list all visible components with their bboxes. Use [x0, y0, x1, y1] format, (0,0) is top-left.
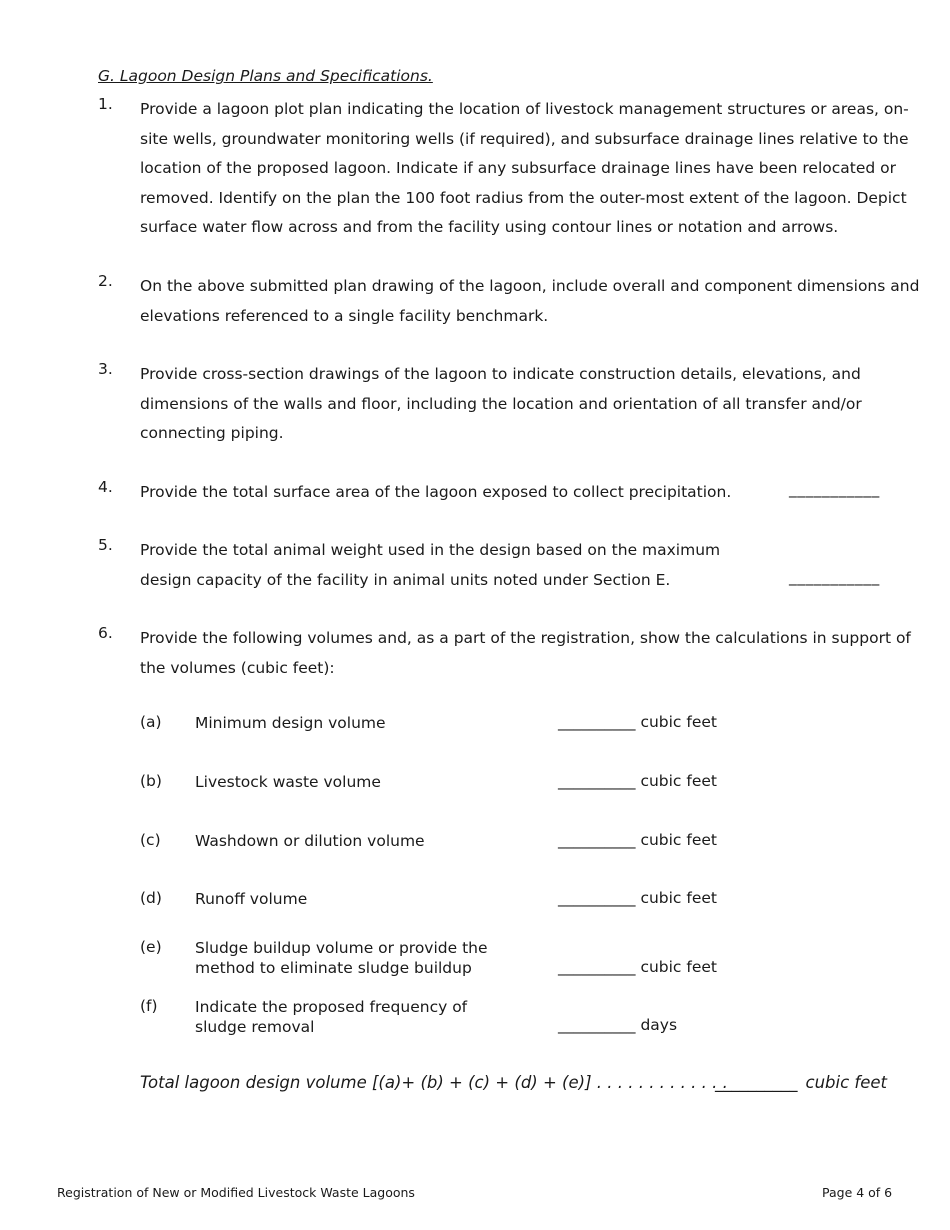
volume-field-row	[558, 772, 717, 790]
text-line: removed. Identify on the plan the 100 foot radius from the outer-most extent of the lagoon. Depict	[140, 188, 907, 207]
text-line: design capacity of the facility in animal units noted under Section E.	[140, 570, 671, 589]
item-number: 3.	[98, 360, 113, 378]
text-line: Indicate the proposed frequency of	[195, 998, 468, 1016]
item-3-text	[140, 360, 900, 449]
runoff-volume-field[interactable]: __________	[558, 889, 636, 907]
sludge-buildup-volume-field[interactable]: __________	[558, 958, 636, 976]
text-line: location of the proposed lagoon. Indicate if any subsurface drainage lines have been relocated or	[140, 159, 897, 177]
volume-letter: (d)	[140, 889, 162, 907]
total-volume-unit: cubic feet	[805, 1073, 887, 1092]
livestock-waste-volume-field[interactable]: __________	[558, 772, 636, 790]
volume-label	[195, 713, 386, 733]
text-line: sludge removal	[195, 1018, 315, 1036]
text-line: Runoff volume	[195, 890, 308, 908]
item-6-text	[140, 624, 911, 683]
item-number: 1.	[98, 95, 113, 113]
item-number: 4.	[98, 478, 113, 496]
text-line: the volumes (cubic feet):	[140, 658, 335, 677]
text-line: connecting piping.	[140, 424, 284, 442]
volume-label	[195, 938, 488, 978]
surface-area-field[interactable]: ___________	[789, 480, 880, 498]
washdown-volume-field[interactable]: __________	[558, 831, 636, 849]
minimum-design-volume-field[interactable]: __________	[558, 713, 636, 731]
total-volume-label: Total lagoon design volume [(a)+ (b) + (c) + (d) + (e)] . . . . . . . . . . . . .	[140, 1073, 728, 1092]
volume-field-row	[558, 958, 717, 976]
text-line: dimensions of the walls and floor, including the location and orientation of all transfer and/or	[140, 394, 862, 413]
volume-letter: (b)	[140, 772, 162, 790]
text-line: Livestock waste volume	[195, 773, 381, 791]
text-line: surface water flow across and from the facility using contour lines or notation and arrows.	[140, 218, 839, 236]
total-volume-field[interactable]: __________	[715, 1073, 798, 1092]
volume-unit: days	[640, 1016, 678, 1034]
text-line: Provide cross-section drawings of the lagoon to indicate construction details, elevations, and	[140, 365, 861, 383]
volume-unit: cubic feet	[640, 889, 717, 907]
section-heading: G. Lagoon Design Plans and Specifications.	[98, 67, 433, 85]
item-4-text	[140, 478, 900, 508]
text-line: Washdown or dilution volume	[195, 832, 425, 850]
sludge-removal-frequency-field[interactable]: __________	[558, 1016, 636, 1034]
volume-field-row	[558, 889, 717, 907]
footer-title: Registration of New or Modified Livestock Waste Lagoons	[57, 1185, 415, 1200]
item-2-text	[140, 272, 920, 331]
animal-weight-field[interactable]: ___________	[789, 568, 880, 586]
volume-letter: (a)	[140, 713, 162, 731]
item-number: 5.	[98, 536, 113, 554]
volume-label	[195, 889, 307, 909]
text-line: Sludge buildup volume or provide the	[195, 939, 488, 957]
volume-unit: cubic feet	[640, 713, 717, 731]
volume-unit: cubic feet	[640, 772, 717, 790]
item-number: 2.	[98, 272, 113, 290]
text-line: site wells, groundwater monitoring wells (if required), and subsurface drainage lines relative to the	[140, 129, 909, 148]
item-number: 6.	[98, 624, 113, 642]
volume-field-row	[558, 1016, 677, 1034]
text-line: Provide a lagoon plot plan indicating the location of livestock management structures or areas, on-	[140, 100, 909, 118]
text-line: Minimum design volume	[195, 714, 386, 732]
total-volume-row	[715, 1073, 887, 1092]
volume-label	[195, 772, 381, 792]
volume-field-row	[558, 713, 717, 731]
text-line: Provide the total animal weight used in the design based on the maximum	[140, 541, 721, 559]
text-line: On the above submitted plan drawing of the lagoon, include overall and component dimensions and	[140, 277, 920, 295]
volume-letter: (c)	[140, 831, 161, 849]
page-number: Page 4 of 6	[822, 1185, 893, 1200]
volume-field-row	[558, 831, 717, 849]
item-1-text	[140, 95, 909, 243]
item-5-text	[140, 536, 900, 595]
text-line: Provide the following volumes and, as a part of the registration, show the calculations in support of	[140, 629, 911, 647]
text-line: Provide the total surface area of the lagoon exposed to collect precipitation.	[140, 483, 732, 501]
text-line: elevations referenced to a single facility benchmark.	[140, 306, 549, 325]
volume-letter: (f)	[140, 997, 158, 1015]
volume-unit: cubic feet	[640, 958, 717, 976]
volume-letter: (e)	[140, 938, 162, 956]
volume-label	[195, 831, 425, 851]
volume-unit: cubic feet	[640, 831, 717, 849]
text-line: method to eliminate sludge buildup	[195, 959, 472, 977]
volume-label	[195, 997, 467, 1037]
